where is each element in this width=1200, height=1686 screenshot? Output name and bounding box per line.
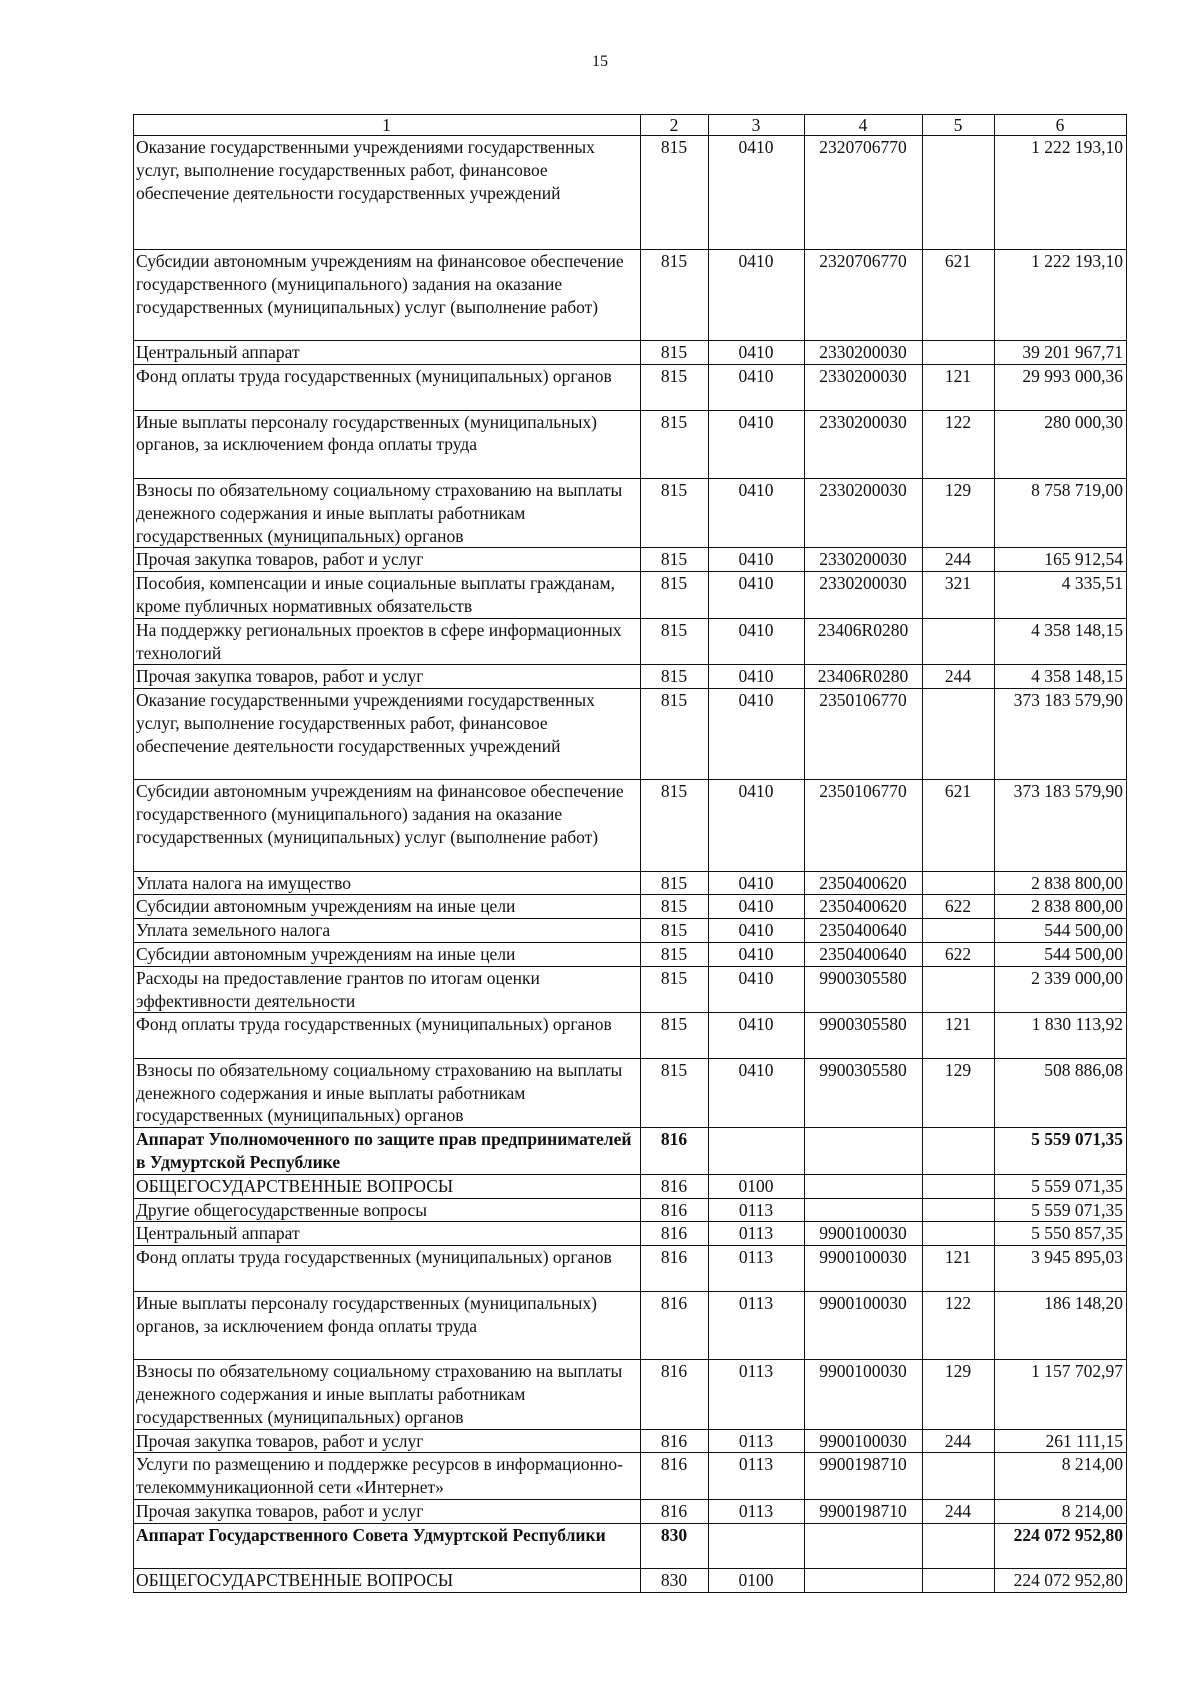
expense-type-cell: 244 bbox=[923, 665, 995, 689]
amount-cell: 261 111,15 bbox=[995, 1429, 1127, 1453]
target-article-cell: 2350400620 bbox=[805, 895, 923, 919]
item-name-cell: ОБЩЕГОСУДАРСТВЕННЫЕ ВОПРОСЫ bbox=[134, 1174, 641, 1198]
column-header: 5 bbox=[923, 115, 995, 136]
item-name-cell: Аппарат Государственного Совета Удмуртской Республики bbox=[134, 1523, 641, 1569]
table-row bbox=[134, 1360, 1127, 1429]
department-code-cell: 815 bbox=[641, 478, 709, 547]
department-code-cell: 816 bbox=[641, 1198, 709, 1222]
department-code-cell: 816 bbox=[641, 1246, 709, 1292]
item-name-cell: ОБЩЕГОСУДАРСТВЕННЫЕ ВОПРОСЫ bbox=[134, 1569, 641, 1593]
section-code-cell: 0113 bbox=[709, 1291, 805, 1359]
table-row bbox=[134, 250, 1127, 341]
item-name-cell: Фонд оплаты труда государственных (муниципальных) органов bbox=[134, 1013, 641, 1059]
department-code-cell: 815 bbox=[641, 895, 709, 919]
table-row bbox=[134, 1429, 1127, 1453]
expense-type-cell: 622 bbox=[923, 942, 995, 966]
section-code-cell: 0410 bbox=[709, 250, 805, 341]
expense-type-cell: 129 bbox=[923, 1058, 995, 1127]
expense-type-cell: 129 bbox=[923, 1360, 995, 1429]
table-row bbox=[134, 1246, 1127, 1292]
table-row bbox=[134, 895, 1127, 919]
amount-cell: 544 500,00 bbox=[995, 942, 1127, 966]
table-row bbox=[134, 410, 1127, 478]
amount-cell: 1 157 702,97 bbox=[995, 1360, 1127, 1429]
table-row bbox=[134, 1500, 1127, 1524]
table-row bbox=[134, 548, 1127, 572]
target-article-cell: 2320706770 bbox=[805, 136, 923, 250]
section-code-cell: 0113 bbox=[709, 1360, 805, 1429]
department-code-cell: 830 bbox=[641, 1569, 709, 1593]
department-code-cell: 815 bbox=[641, 364, 709, 410]
item-name-cell: Взносы по обязательному социальному страхованию на выплаты денежного содержания и иные выплаты работникам государственных (муниципальных) органов bbox=[134, 478, 641, 547]
item-name-cell: Субсидии автономным учреждениям на финансовое обеспечение государственного (муниципального) задания на оказание государственных (муниципальных) услуг (выполнение работ) bbox=[134, 780, 641, 871]
target-article-cell: 23406R0280 bbox=[805, 618, 923, 665]
table-row bbox=[134, 942, 1127, 966]
section-code-cell: 0113 bbox=[709, 1246, 805, 1292]
item-name-cell: Субсидии автономным учреждениям на финансовое обеспечение государственного (муниципального) задания на оказание государственных (муниципальных) услуг (выполнение работ) bbox=[134, 250, 641, 341]
table-row bbox=[134, 572, 1127, 619]
expense-type-cell bbox=[923, 1128, 995, 1175]
table-row bbox=[134, 1198, 1127, 1222]
expense-type-cell: 244 bbox=[923, 548, 995, 572]
amount-cell: 8 214,00 bbox=[995, 1453, 1127, 1500]
section-code-cell: 0410 bbox=[709, 548, 805, 572]
section-code-cell: 0410 bbox=[709, 1013, 805, 1059]
section-code-cell: 0113 bbox=[709, 1429, 805, 1453]
item-name-cell: Субсидии автономным учреждениям на иные цели bbox=[134, 942, 641, 966]
column-header: 3 bbox=[709, 115, 805, 136]
section-code-cell bbox=[709, 1523, 805, 1569]
table-row bbox=[134, 341, 1127, 365]
section-code-cell: 0410 bbox=[709, 966, 805, 1013]
section-code-cell: 0410 bbox=[709, 919, 805, 943]
target-article-cell: 9900100030 bbox=[805, 1360, 923, 1429]
target-article-cell: 2330200030 bbox=[805, 548, 923, 572]
target-article-cell: 2350400640 bbox=[805, 942, 923, 966]
table-row bbox=[134, 478, 1127, 547]
amount-cell: 5 559 071,35 bbox=[995, 1174, 1127, 1198]
department-code-cell: 816 bbox=[641, 1222, 709, 1246]
target-article-cell: 9900100030 bbox=[805, 1291, 923, 1359]
department-code-cell: 815 bbox=[641, 942, 709, 966]
target-article-cell: 9900100030 bbox=[805, 1222, 923, 1246]
expense-type-cell bbox=[923, 341, 995, 365]
target-article-cell: 9900305580 bbox=[805, 1058, 923, 1127]
expense-type-cell bbox=[923, 1569, 995, 1593]
department-code-cell: 815 bbox=[641, 572, 709, 619]
table-row bbox=[134, 1174, 1127, 1198]
item-name-cell: Оказание государственными учреждениями государственных услуг, выполнение государственных работ, финансовое обеспечение деятельности государственных учреждений bbox=[134, 136, 641, 250]
section-code-cell: 0410 bbox=[709, 871, 805, 895]
target-article-cell: 9900198710 bbox=[805, 1500, 923, 1524]
target-article-cell: 2330200030 bbox=[805, 478, 923, 547]
expense-type-cell bbox=[923, 1198, 995, 1222]
department-code-cell: 815 bbox=[641, 966, 709, 1013]
department-code-cell: 815 bbox=[641, 136, 709, 250]
target-article-cell: 2330200030 bbox=[805, 410, 923, 478]
target-article-cell: 23406R0280 bbox=[805, 665, 923, 689]
target-article-cell: 2350400640 bbox=[805, 919, 923, 943]
expense-type-cell: 121 bbox=[923, 1246, 995, 1292]
section-code-cell bbox=[709, 1128, 805, 1175]
amount-cell: 1 830 113,92 bbox=[995, 1013, 1127, 1059]
department-code-cell: 816 bbox=[641, 1174, 709, 1198]
expense-type-cell: 621 bbox=[923, 780, 995, 871]
table-header-row bbox=[134, 115, 1127, 136]
item-name-cell: Расходы на предоставление грантов по итогам оценки эффективности деятельности bbox=[134, 966, 641, 1013]
item-name-cell: Иные выплаты персоналу государственных (муниципальных) органов, за исключением фонда оплаты труда bbox=[134, 1291, 641, 1359]
target-article-cell: 9900100030 bbox=[805, 1429, 923, 1453]
expense-type-cell: 121 bbox=[923, 1013, 995, 1059]
department-code-cell: 815 bbox=[641, 919, 709, 943]
column-header: 6 bbox=[995, 115, 1127, 136]
item-name-cell: Уплата налога на имущество bbox=[134, 871, 641, 895]
item-name-cell: На поддержку региональных проектов в сфере информационных технологий bbox=[134, 618, 641, 665]
amount-cell: 2 838 800,00 bbox=[995, 871, 1127, 895]
table-row bbox=[134, 665, 1127, 689]
amount-cell: 2 339 000,00 bbox=[995, 966, 1127, 1013]
section-code-cell: 0410 bbox=[709, 364, 805, 410]
department-code-cell: 815 bbox=[641, 341, 709, 365]
item-name-cell: Взносы по обязательному социальному страхованию на выплаты денежного содержания и иные выплаты работникам государственных (муниципальных) органов bbox=[134, 1058, 641, 1127]
section-code-cell: 0113 bbox=[709, 1198, 805, 1222]
item-name-cell: Оказание государственными учреждениями государственных услуг, выполнение государственных работ, финансовое обеспечение деятельности государственных учреждений bbox=[134, 689, 641, 780]
amount-cell: 8 214,00 bbox=[995, 1500, 1127, 1524]
department-code-cell: 816 bbox=[641, 1128, 709, 1175]
department-code-cell: 815 bbox=[641, 250, 709, 341]
department-code-cell: 816 bbox=[641, 1500, 709, 1524]
item-name-cell: Иные выплаты персоналу государственных (муниципальных) органов, за исключением фонда оплаты труда bbox=[134, 410, 641, 478]
department-code-cell: 815 bbox=[641, 780, 709, 871]
table-row bbox=[134, 919, 1127, 943]
table-row bbox=[134, 1453, 1127, 1500]
table-row bbox=[134, 136, 1127, 250]
amount-cell: 4 358 148,15 bbox=[995, 665, 1127, 689]
department-code-cell: 816 bbox=[641, 1360, 709, 1429]
target-article-cell bbox=[805, 1523, 923, 1569]
amount-cell: 29 993 000,36 bbox=[995, 364, 1127, 410]
section-code-cell: 0410 bbox=[709, 1058, 805, 1127]
expense-type-cell bbox=[923, 136, 995, 250]
department-code-cell: 815 bbox=[641, 410, 709, 478]
target-article-cell: 9900305580 bbox=[805, 1013, 923, 1059]
section-code-cell: 0410 bbox=[709, 689, 805, 780]
section-code-cell: 0410 bbox=[709, 942, 805, 966]
amount-cell: 1 222 193,10 bbox=[995, 250, 1127, 341]
table-row bbox=[134, 1569, 1127, 1593]
column-header: 2 bbox=[641, 115, 709, 136]
amount-cell: 508 886,08 bbox=[995, 1058, 1127, 1127]
item-name-cell: Аппарат Уполномоченного по защите прав предпринимателей в Удмуртской Республике bbox=[134, 1128, 641, 1175]
section-code-cell: 0410 bbox=[709, 410, 805, 478]
item-name-cell: Пособия, компенсации и иные социальные выплаты гражданам, кроме публичных нормативных обязательств bbox=[134, 572, 641, 619]
item-name-cell: Субсидии автономным учреждениям на иные цели bbox=[134, 895, 641, 919]
department-code-cell: 815 bbox=[641, 548, 709, 572]
section-code-cell: 0113 bbox=[709, 1222, 805, 1246]
expense-type-cell: 622 bbox=[923, 895, 995, 919]
section-code-cell: 0113 bbox=[709, 1500, 805, 1524]
amount-cell: 373 183 579,90 bbox=[995, 689, 1127, 780]
department-code-cell: 816 bbox=[641, 1291, 709, 1359]
amount-cell: 224 072 952,80 bbox=[995, 1523, 1127, 1569]
table-row bbox=[134, 1128, 1127, 1175]
amount-cell: 165 912,54 bbox=[995, 548, 1127, 572]
section-code-cell: 0410 bbox=[709, 341, 805, 365]
item-name-cell: Прочая закупка товаров, работ и услуг bbox=[134, 1429, 641, 1453]
section-code-cell: 0410 bbox=[709, 895, 805, 919]
expense-type-cell: 621 bbox=[923, 250, 995, 341]
expense-type-cell: 129 bbox=[923, 478, 995, 547]
target-article-cell bbox=[805, 1198, 923, 1222]
item-name-cell: Другие общегосударственные вопросы bbox=[134, 1198, 641, 1222]
section-code-cell: 0410 bbox=[709, 618, 805, 665]
department-code-cell: 815 bbox=[641, 1013, 709, 1059]
expense-type-cell: 244 bbox=[923, 1429, 995, 1453]
expense-type-cell: 122 bbox=[923, 1291, 995, 1359]
expense-type-cell bbox=[923, 1174, 995, 1198]
target-article-cell bbox=[805, 1128, 923, 1175]
department-code-cell: 815 bbox=[641, 618, 709, 665]
target-article-cell: 2350106770 bbox=[805, 780, 923, 871]
expense-type-cell bbox=[923, 871, 995, 895]
table-row bbox=[134, 1058, 1127, 1127]
item-name-cell: Услуги по размещению и поддержке ресурсов в информационно-телекоммуникационной сети «Интернет» bbox=[134, 1453, 641, 1500]
amount-cell: 39 201 967,71 bbox=[995, 341, 1127, 365]
target-article-cell: 9900198710 bbox=[805, 1453, 923, 1500]
expense-type-cell: 321 bbox=[923, 572, 995, 619]
item-name-cell: Фонд оплаты труда государственных (муниципальных) органов bbox=[134, 364, 641, 410]
department-code-cell: 816 bbox=[641, 1453, 709, 1500]
section-code-cell: 0410 bbox=[709, 665, 805, 689]
table-row bbox=[134, 871, 1127, 895]
column-header: 1 bbox=[134, 115, 641, 136]
department-code-cell: 815 bbox=[641, 689, 709, 780]
column-header: 4 bbox=[805, 115, 923, 136]
table-row bbox=[134, 364, 1127, 410]
amount-cell: 8 758 719,00 bbox=[995, 478, 1127, 547]
table-row bbox=[134, 1523, 1127, 1569]
item-name-cell: Взносы по обязательному социальному страхованию на выплаты денежного содержания и иные выплаты работникам государственных (муниципальных) органов bbox=[134, 1360, 641, 1429]
target-article-cell: 9900305580 bbox=[805, 966, 923, 1013]
item-name-cell: Фонд оплаты труда государственных (муниципальных) органов bbox=[134, 1246, 641, 1292]
table-row bbox=[134, 780, 1127, 871]
table-row bbox=[134, 618, 1127, 665]
amount-cell: 280 000,30 bbox=[995, 410, 1127, 478]
item-name-cell: Уплата земельного налога bbox=[134, 919, 641, 943]
amount-cell: 2 838 800,00 bbox=[995, 895, 1127, 919]
department-code-cell: 830 bbox=[641, 1523, 709, 1569]
expense-type-cell bbox=[923, 689, 995, 780]
expense-type-cell bbox=[923, 919, 995, 943]
target-article-cell bbox=[805, 1569, 923, 1593]
expense-type-cell bbox=[923, 618, 995, 665]
amount-cell: 544 500,00 bbox=[995, 919, 1127, 943]
expense-type-cell: 121 bbox=[923, 364, 995, 410]
amount-cell: 224 072 952,80 bbox=[995, 1569, 1127, 1593]
expense-type-cell bbox=[923, 966, 995, 1013]
section-code-cell: 0410 bbox=[709, 478, 805, 547]
expense-type-cell bbox=[923, 1523, 995, 1569]
section-code-cell: 0410 bbox=[709, 136, 805, 250]
amount-cell: 4 335,51 bbox=[995, 572, 1127, 619]
amount-cell: 5 559 071,35 bbox=[995, 1198, 1127, 1222]
target-article-cell: 2350400620 bbox=[805, 871, 923, 895]
budget-table bbox=[133, 114, 1127, 1593]
department-code-cell: 816 bbox=[641, 1429, 709, 1453]
target-article-cell: 2330200030 bbox=[805, 341, 923, 365]
target-article-cell: 2330200030 bbox=[805, 364, 923, 410]
amount-cell: 186 148,20 bbox=[995, 1291, 1127, 1359]
section-code-cell: 0410 bbox=[709, 780, 805, 871]
amount-cell: 4 358 148,15 bbox=[995, 618, 1127, 665]
target-article-cell: 2330200030 bbox=[805, 572, 923, 619]
item-name-cell: Прочая закупка товаров, работ и услуг bbox=[134, 548, 641, 572]
table-row bbox=[134, 1291, 1127, 1359]
amount-cell: 5 550 857,35 bbox=[995, 1222, 1127, 1246]
page-number: 15 bbox=[592, 53, 608, 70]
item-name-cell: Центральный аппарат bbox=[134, 1222, 641, 1246]
amount-cell: 3 945 895,03 bbox=[995, 1246, 1127, 1292]
section-code-cell: 0100 bbox=[709, 1174, 805, 1198]
amount-cell: 1 222 193,10 bbox=[995, 136, 1127, 250]
expense-type-cell: 244 bbox=[923, 1500, 995, 1524]
item-name-cell: Центральный аппарат bbox=[134, 341, 641, 365]
expense-type-cell bbox=[923, 1222, 995, 1246]
expense-type-cell: 122 bbox=[923, 410, 995, 478]
table-row bbox=[134, 1013, 1127, 1059]
section-code-cell: 0113 bbox=[709, 1453, 805, 1500]
table-row bbox=[134, 1222, 1127, 1246]
table-row bbox=[134, 966, 1127, 1013]
section-code-cell: 0410 bbox=[709, 572, 805, 619]
item-name-cell: Прочая закупка товаров, работ и услуг bbox=[134, 1500, 641, 1524]
amount-cell: 5 559 071,35 bbox=[995, 1128, 1127, 1175]
target-article-cell bbox=[805, 1174, 923, 1198]
table-row bbox=[134, 689, 1127, 780]
target-article-cell: 2320706770 bbox=[805, 250, 923, 341]
department-code-cell: 815 bbox=[641, 1058, 709, 1127]
amount-cell: 373 183 579,90 bbox=[995, 780, 1127, 871]
expense-type-cell bbox=[923, 1453, 995, 1500]
department-code-cell: 815 bbox=[641, 665, 709, 689]
department-code-cell: 815 bbox=[641, 871, 709, 895]
target-article-cell: 9900100030 bbox=[805, 1246, 923, 1292]
item-name-cell: Прочая закупка товаров, работ и услуг bbox=[134, 665, 641, 689]
target-article-cell: 2350106770 bbox=[805, 689, 923, 780]
table-body bbox=[134, 136, 1127, 1593]
section-code-cell: 0100 bbox=[709, 1569, 805, 1593]
